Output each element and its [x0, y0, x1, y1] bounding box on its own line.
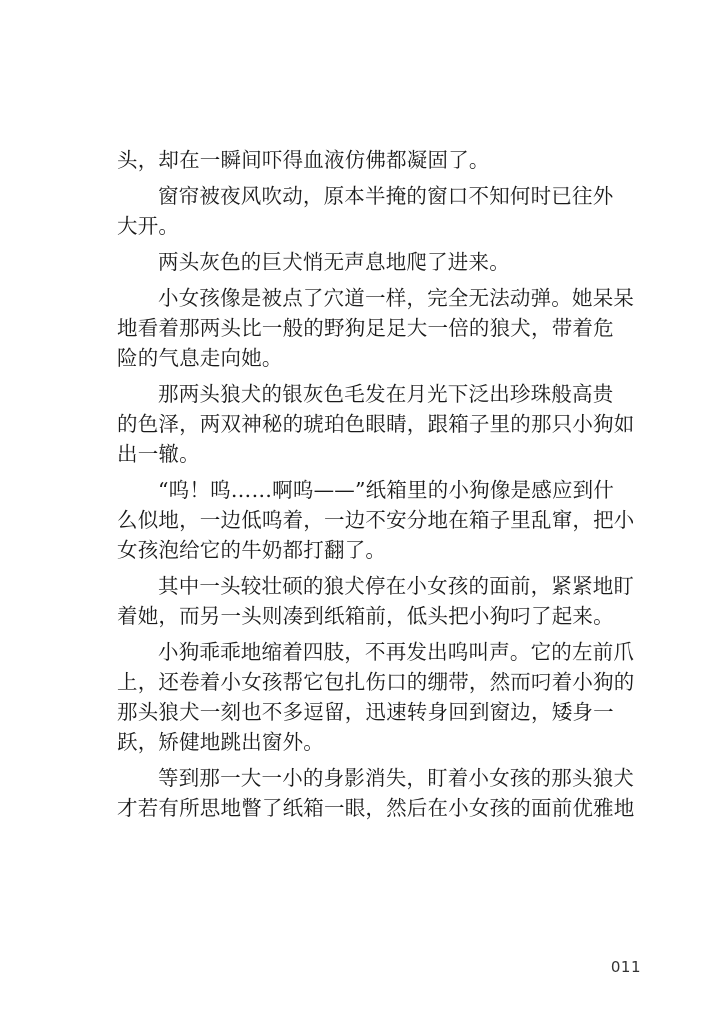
- paragraph-8: [117, 637, 635, 757]
- text-line: 么似地，一边低呜着，一边不安分地在箱子里乱窜，把小: [117, 508, 635, 532]
- paragraph-6: [117, 475, 635, 565]
- paragraph-1: [117, 145, 612, 175]
- text-line: 两头灰色的巨犬悄无声息地爬了进来。: [158, 250, 510, 274]
- text-line: 其中一头较壮硕的狼犬停在小女孩的面前，紧紧地盯: [158, 574, 635, 598]
- text-line: 的色泽，两双神秘的琥珀色眼睛，跟箱子里的那只小狗如: [117, 412, 635, 436]
- text-line: 那两头狼犬的银灰色毛发在月光下泛出珍珠般高贵: [158, 382, 614, 406]
- paragraph-3: [117, 247, 612, 277]
- text-line: 地看着那两头比一般的野狗足足大一倍的狼犬，带着危: [117, 316, 614, 340]
- text-line: 上，还卷着小女孩帮它包扎伤口的绷带，然而叼着小狗的: [117, 670, 635, 694]
- text-line: 大开。: [117, 214, 180, 238]
- text-line: 小女孩像是被点了穴道一样，完全无法动弹。她呆呆: [158, 286, 635, 310]
- text-line: 小狗乖乖地缩着四肢，不再发出呜叫声。它的左前爪: [158, 640, 635, 664]
- text-line: 那头狼犬一刻也不多逗留，迅速转身回到窗边，矮身一: [117, 700, 614, 724]
- text-line: 女孩泡给它的牛奶都打翻了。: [117, 538, 387, 562]
- text-line: 跃，矫健地跳出窗外。: [117, 730, 324, 754]
- paragraph-4: [117, 283, 635, 373]
- paragraph-7: [117, 571, 635, 631]
- text-line: 等到那一大一小的身影消失，盯着小女孩的那头狼犬: [158, 766, 635, 790]
- text-line: 才若有所思地瞥了纸箱一眼，然后在小女孩的面前优雅地: [117, 796, 635, 820]
- paragraph-5: [117, 379, 635, 469]
- text-line: “呜！呜……啊呜——”纸箱里的小狗像是感应到什: [158, 478, 615, 502]
- text-line: 窗帘被夜风吹动，原本半掩的窗口不知何时已往外: [158, 184, 614, 208]
- book-page-body: [117, 145, 635, 823]
- paragraph-9: [117, 763, 635, 823]
- text-line: 着她，而另一头则凑到纸箱前，低头把小狗叼了起来。: [117, 604, 614, 628]
- paragraph-2: [117, 181, 612, 241]
- text-line: 头，却在一瞬间吓得血液仿佛都凝固了。: [117, 148, 490, 172]
- text-line: 险的气息走向她。: [117, 346, 283, 370]
- page-number: 011: [610, 958, 641, 976]
- text-line: 出一辙。: [117, 442, 200, 466]
